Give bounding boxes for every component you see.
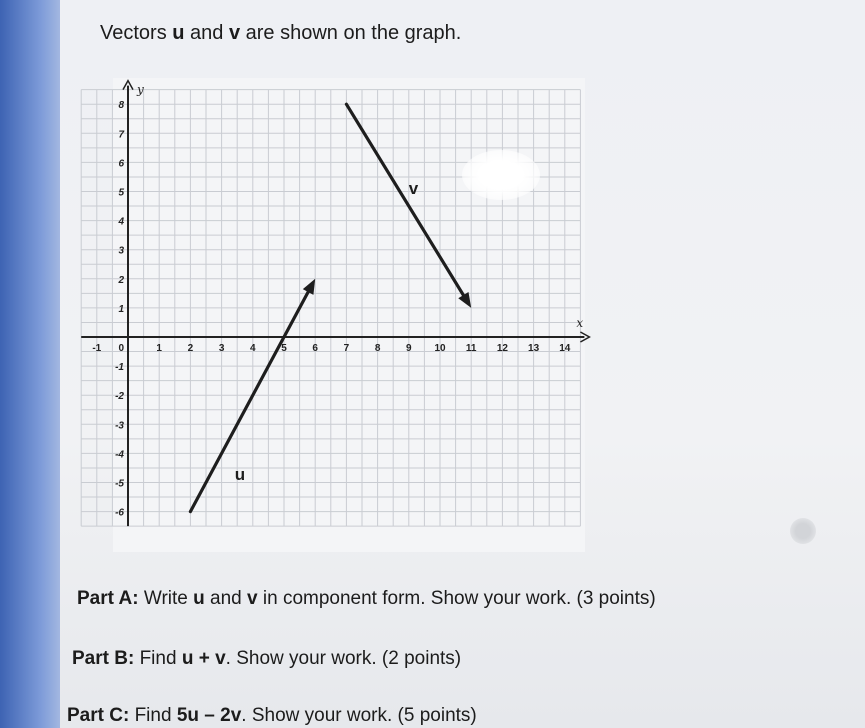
graph-paper [113,78,585,552]
x-tick-label: 3 [218,343,225,354]
screen-glare [462,150,540,200]
x-tick-label: 1 [156,343,162,354]
x-tick-label: 6 [312,343,318,354]
x-tick-label: 13 [528,343,540,354]
y-tick-label: -2 [115,391,124,403]
y-tick-label: -5 [115,478,124,490]
part-b-text: Part B: Find u + v. Show your work. (2 points) [72,648,462,669]
y-tick-label: 1 [118,303,124,315]
x-tick-label: -1 [92,343,102,354]
y-tick-label: 8 [118,100,124,112]
y-tick-label: 7 [118,129,124,141]
y-tick-label: 3 [118,245,124,257]
x-tick-label: 11 [465,343,477,354]
part-a-text: Part A: Write u and v in component form. Show your work. (3 points) [77,588,656,609]
y-tick-label: -1 [115,362,124,374]
x-tick-label: 2 [187,343,194,354]
y-tick-label: 6 [118,158,124,170]
x-tick-label: 12 [496,343,508,354]
x-tick-label: 4 [250,343,256,354]
x-tick-label: 10 [434,343,446,354]
y-tick-label: -3 [115,420,124,432]
y-tick-label: 4 [118,216,124,228]
y-tick-label: 5 [118,187,124,199]
x-tick-label: 14 [559,343,571,354]
y-tick-label: -4 [115,449,124,461]
x-tick-label: 7 [343,343,350,354]
y-tick-label: 2 [118,274,124,286]
x-axis-label: x [576,316,584,330]
part-c-text: Part C: Find 5u – 2v. Show your work. (5 points) [67,705,477,726]
y-tick-label: -6 [115,507,124,519]
screen-smudge [790,518,816,544]
vector-u-label: u [234,465,246,485]
question-intro: Vectors u and v are shown on the graph. [100,22,462,44]
x-tick-label: 5 [281,343,287,354]
x-tick-label: 8 [374,343,381,354]
origin-label: 0 [118,343,124,354]
x-tick-label: 9 [406,343,412,354]
vector-v-label: v [408,179,419,199]
y-axis-label: y [137,82,144,97]
